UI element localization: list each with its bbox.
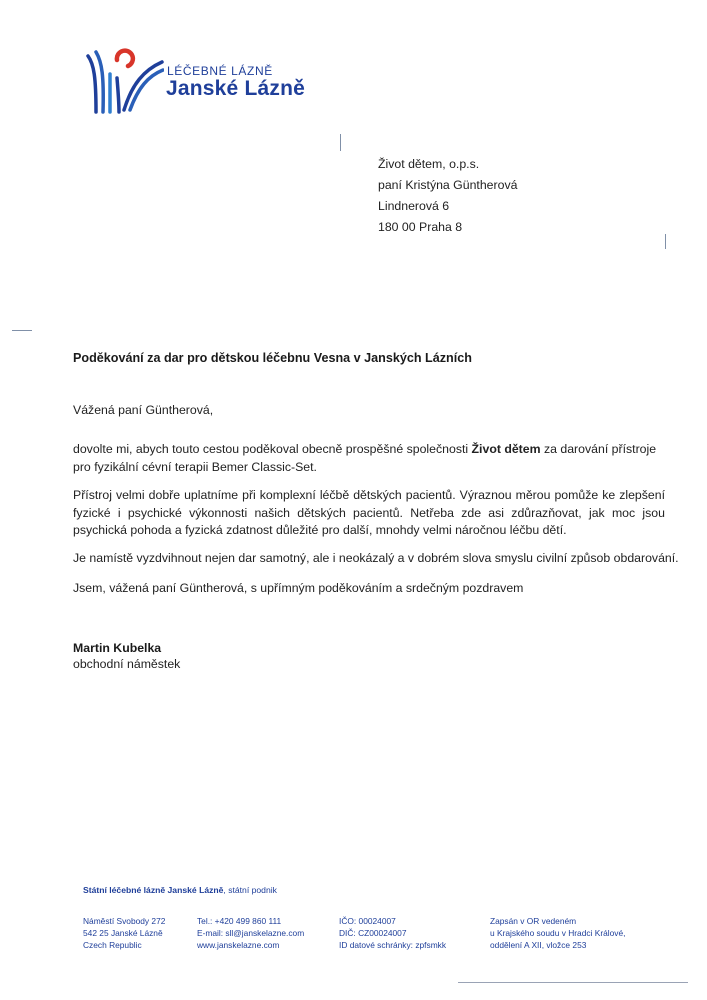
footer-email: E-mail: sll@janskelazne.com [197, 928, 305, 939]
address-line: Lindnerová 6 [378, 199, 450, 213]
footer-ids [339, 915, 446, 952]
footer-company-name-bold: Státní léčebné lázně Janské Lázně [83, 885, 224, 895]
letter-subject: Poděkování za dar pro dětskou léčebnu Vesna v Janských Lázních [73, 351, 472, 365]
fold-mark [665, 234, 666, 249]
paragraph-1-text: dovolte mi, abych touto cestou poděkoval obecně prospěšné společnosti [73, 442, 472, 456]
address-line: paní Kristýna Güntherová [378, 178, 518, 192]
paragraph-3: Je namístě vyzdvihnout nejen dar samotný, ale i neokázalý a v dobrém slova smyslu civilní způsob obdarování. [73, 551, 679, 565]
footer-registry [490, 915, 625, 952]
signature-name: Martin Kubelka [73, 641, 162, 655]
greeting: Vážená paní Güntherová, [73, 403, 214, 417]
footer-line: Zapsán v OR vedeném [490, 916, 577, 926]
paragraph-4: Jsem, vážená paní Güntherová, s upřímným poděkováním a srdečným pozdravem [73, 581, 524, 595]
footer-line: oddělení A XII, vložce 253 [490, 940, 587, 951]
footer-company-type: , státní podnik [223, 885, 277, 895]
organization-name: Život dětem [471, 442, 541, 456]
footer-line: IČO: 00024007 [339, 916, 396, 926]
address-line: Život dětem, o.p.s. [378, 157, 480, 171]
footer-contact [197, 915, 304, 952]
footer-line: u Krajského soudu v Hradci Králové, [490, 928, 626, 939]
paragraph-2: Přístroj velmi dobře uplatníme při komplexní léčbě dětských pacientů. Výraznou měrou pomůže ke zlepšení fyzické i psychické výkonnosti našich dětských pacientů. Netřeba zde asi zdůrazňovat, jak moc jsou psychická pohoda a fyzická zdatnost důležité pro další, mnohdy velmi náročnou léčbu dětí. [73, 488, 665, 538]
fold-mark [340, 134, 341, 151]
logo-subtitle: LÉČEBNÉ LÁZNĚ [167, 64, 273, 78]
footer-line: DIČ: CZ00024007 [339, 928, 407, 939]
footer-phone: Tel.: +420 499 860 111 [197, 916, 282, 926]
footer-website: www.janskelazne.com [197, 940, 280, 951]
footer-line: 542 25 Janské Lázně [83, 928, 163, 939]
footer-company-name [83, 885, 277, 895]
footer-line: ID datové schránky: zpfsmkk [339, 940, 447, 951]
footer-divider [458, 982, 688, 983]
footer-line: Czech Republic [83, 940, 142, 951]
footer-address [83, 915, 165, 952]
paragraph-1 [73, 441, 665, 476]
address-line: 180 00 Praha 8 [378, 220, 463, 234]
janske-lazne-logo-icon [84, 44, 164, 114]
recipient-address [378, 154, 517, 238]
signature-role: obchodní náměstek [73, 657, 181, 671]
footer-line: Náměstí Svobody 272 [83, 916, 166, 926]
logo-title: Janské Lázně [166, 77, 305, 100]
fold-mark [12, 330, 32, 331]
paragraph-1-text-end: za darování přístroje pro fyzikální cévní terapii Bemer Classic-Set. [73, 442, 657, 474]
